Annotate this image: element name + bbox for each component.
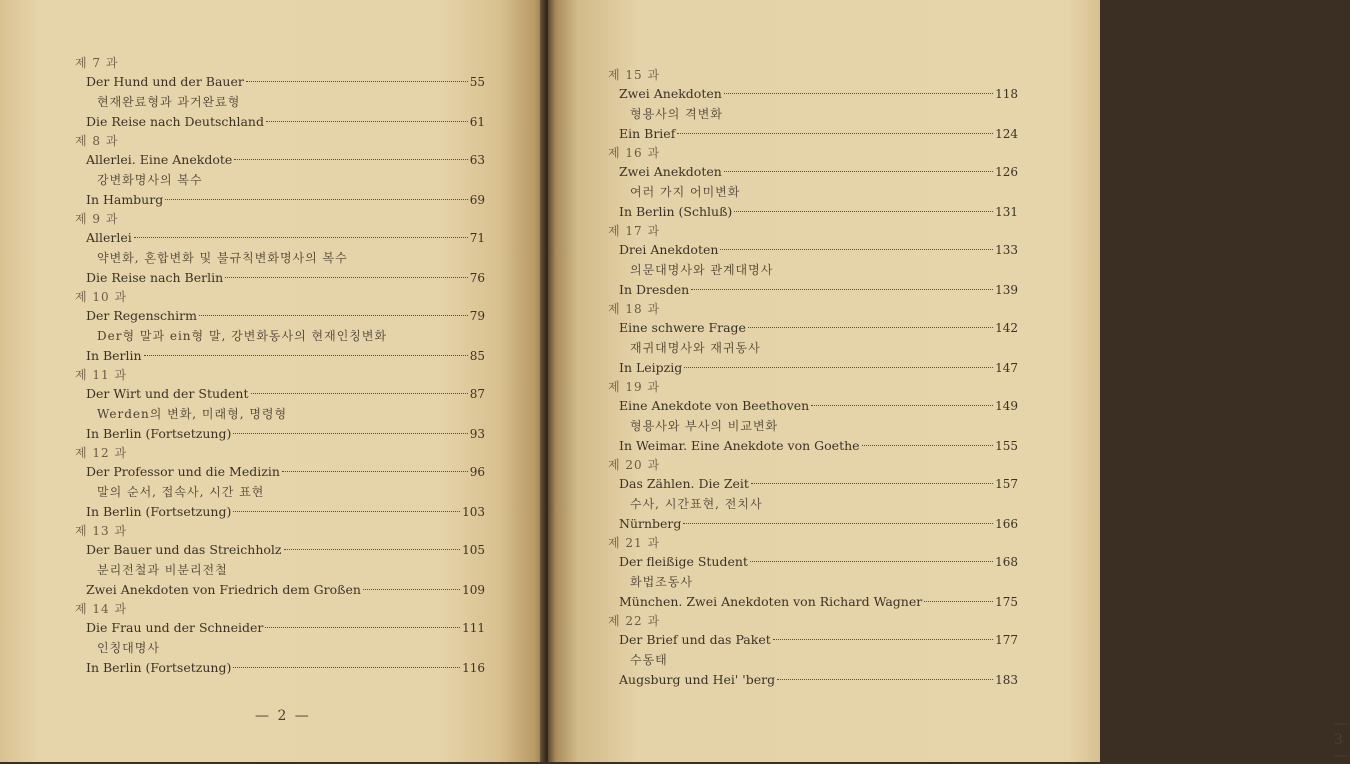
chapter-block bbox=[75, 54, 485, 132]
chapter-block bbox=[75, 288, 485, 366]
chapter-block bbox=[608, 534, 1018, 612]
entry-page-number: 87 bbox=[469, 387, 485, 401]
entry-title: In Berlin (Fortsetzung) bbox=[86, 504, 232, 519]
dot-leader bbox=[720, 249, 993, 250]
toc-entry bbox=[608, 240, 1018, 260]
entry-title: Der Brief und das Paket bbox=[619, 632, 771, 647]
dot-leader bbox=[750, 561, 993, 562]
dot-leader bbox=[265, 627, 460, 628]
entry-page-number: 118 bbox=[995, 87, 1018, 101]
toc-entry bbox=[608, 552, 1018, 572]
entry-title: Ein Brief bbox=[619, 126, 676, 141]
entry-page-number: 103 bbox=[462, 505, 485, 519]
toc-entry bbox=[75, 150, 485, 170]
dot-leader bbox=[748, 327, 993, 328]
entry-title: In Berlin bbox=[86, 348, 142, 363]
grammar-topic: Der형 말과 ein형 말, 강변화동사의 현재인칭변화 bbox=[97, 329, 388, 343]
entry-title: In Hamburg bbox=[86, 192, 164, 207]
grammar-topic: 화법조동사 bbox=[630, 575, 693, 589]
dot-leader bbox=[246, 81, 468, 82]
entry-title: Das Zählen. Die Zeit bbox=[619, 476, 749, 491]
toc-entry bbox=[608, 318, 1018, 338]
left-page bbox=[0, 0, 548, 762]
grammar-topic: Werden의 변화, 미래형, 명령형 bbox=[97, 407, 288, 421]
toc-entry bbox=[608, 670, 1018, 690]
right-toc bbox=[608, 66, 1018, 690]
entry-title: Nürnberg bbox=[619, 516, 682, 531]
right-page-number: — 3 — bbox=[1334, 716, 1350, 764]
chapter-block bbox=[608, 222, 1018, 300]
toc-entry bbox=[608, 280, 1018, 300]
dot-leader bbox=[363, 589, 460, 590]
dot-leader bbox=[266, 121, 468, 122]
grammar-topic: 인칭대명사 bbox=[97, 641, 160, 655]
dot-leader bbox=[773, 639, 993, 640]
entry-page-number: 61 bbox=[469, 115, 485, 129]
entry-title: Allerlei bbox=[86, 230, 132, 245]
entry-page-number: 157 bbox=[995, 477, 1018, 491]
dot-leader bbox=[225, 277, 468, 278]
entry-page-number: 85 bbox=[469, 349, 485, 363]
dot-leader bbox=[734, 211, 993, 212]
chapter-heading: 제 8 과 bbox=[75, 134, 119, 148]
chapter-block bbox=[75, 600, 485, 678]
dot-leader bbox=[251, 393, 468, 394]
grammar-topic: 현재완료형과 과거완료형 bbox=[97, 95, 241, 109]
entry-title: Der fleißige Student bbox=[619, 554, 748, 569]
grammar-topic: 형용사와 부사의 비교변화 bbox=[630, 419, 779, 433]
toc-entry bbox=[608, 474, 1018, 494]
dot-leader bbox=[724, 93, 993, 94]
entry-page-number: 55 bbox=[469, 75, 485, 89]
entry-title: Die Reise nach Berlin bbox=[86, 270, 224, 285]
entry-title: Zwei Anekdoten von Friedrich dem Großen bbox=[86, 582, 361, 597]
left-toc bbox=[75, 54, 485, 678]
entry-title: Zwei Anekdoten bbox=[619, 164, 722, 179]
entry-title: Der Bauer und das Streichholz bbox=[86, 542, 282, 557]
entry-page-number: 166 bbox=[995, 517, 1018, 531]
entry-page-number: 131 bbox=[995, 205, 1018, 219]
dot-leader bbox=[233, 667, 460, 668]
chapter-block bbox=[75, 522, 485, 600]
entry-page-number: 177 bbox=[995, 633, 1018, 647]
grammar-topic: 강변화명사의 복수 bbox=[97, 173, 203, 187]
chapter-heading: 제 9 과 bbox=[75, 212, 119, 226]
entry-title: Eine schwere Frage bbox=[619, 320, 746, 335]
entry-page-number: 93 bbox=[469, 427, 485, 441]
dot-leader bbox=[811, 405, 993, 406]
toc-entry bbox=[75, 384, 485, 404]
chapter-heading: 제 21 과 bbox=[608, 536, 661, 550]
entry-page-number: 183 bbox=[995, 673, 1018, 687]
toc-entry bbox=[75, 190, 485, 210]
toc-entry bbox=[608, 358, 1018, 378]
grammar-topic: 분리전철과 비분리전철 bbox=[97, 563, 228, 577]
entry-title: Der Professor und die Medizin bbox=[86, 464, 280, 479]
dot-leader bbox=[684, 367, 993, 368]
chapter-block bbox=[608, 300, 1018, 378]
dot-leader bbox=[165, 199, 468, 200]
chapter-heading: 제 17 과 bbox=[608, 224, 661, 238]
entry-page-number: 69 bbox=[469, 193, 485, 207]
toc-entry bbox=[75, 658, 485, 678]
toc-entry bbox=[608, 162, 1018, 182]
entry-title: In Weimar. Eine Anekdote von Goethe bbox=[619, 438, 860, 453]
toc-entry bbox=[75, 228, 485, 248]
toc-entry bbox=[608, 514, 1018, 534]
toc-entry bbox=[75, 580, 485, 600]
chapter-block bbox=[608, 456, 1018, 534]
chapter-block bbox=[608, 612, 1018, 690]
toc-entry bbox=[75, 72, 485, 92]
entry-title: In Berlin (Fortsetzung) bbox=[86, 426, 232, 441]
chapter-block bbox=[75, 444, 485, 522]
chapter-heading: 제 7 과 bbox=[75, 56, 119, 70]
entry-title: Die Reise nach Deutschland bbox=[86, 114, 264, 129]
dot-leader bbox=[199, 315, 468, 316]
toc-entry bbox=[608, 630, 1018, 650]
toc-entry bbox=[75, 618, 485, 638]
entry-title: Eine Anekdote von Beethoven bbox=[619, 398, 810, 413]
chapter-heading: 제 10 과 bbox=[75, 290, 128, 304]
dot-leader bbox=[677, 133, 993, 134]
chapter-block bbox=[608, 144, 1018, 222]
entry-page-number: 155 bbox=[995, 439, 1018, 453]
entry-title: Drei Anekdoten bbox=[619, 242, 719, 257]
toc-entry bbox=[75, 502, 485, 522]
entry-page-number: 96 bbox=[469, 465, 485, 479]
entry-title: Der Regenschirm bbox=[86, 308, 197, 323]
left-page-number: — 2 — bbox=[255, 708, 311, 724]
toc-entry bbox=[608, 592, 1018, 612]
grammar-topic: 형용사의 격변화 bbox=[630, 107, 723, 121]
chapter-heading: 제 12 과 bbox=[75, 446, 128, 460]
grammar-topic: 재귀대명사와 재귀동사 bbox=[630, 341, 761, 355]
entry-title: In Berlin (Schluß) bbox=[619, 204, 733, 219]
entry-title: Augsburg und Hei' 'berg bbox=[619, 672, 776, 687]
entry-title: In Dresden bbox=[619, 282, 690, 297]
chapter-heading: 제 13 과 bbox=[75, 524, 128, 538]
entry-title: Der Hund und der Bauer bbox=[86, 74, 244, 89]
entry-page-number: 133 bbox=[995, 243, 1018, 257]
grammar-topic: 말의 순서, 접속사, 시간 표현 bbox=[97, 485, 265, 499]
dot-leader bbox=[233, 511, 460, 512]
entry-title: In Berlin (Fortsetzung) bbox=[86, 660, 232, 675]
toc-entry bbox=[608, 396, 1018, 416]
dot-leader bbox=[134, 237, 468, 238]
dot-leader bbox=[284, 549, 461, 550]
dot-leader bbox=[862, 445, 994, 446]
dot-leader bbox=[924, 601, 993, 602]
toc-entry bbox=[608, 124, 1018, 144]
dot-leader bbox=[724, 171, 993, 172]
entry-page-number: 71 bbox=[469, 231, 485, 245]
entry-page-number: 124 bbox=[995, 127, 1018, 141]
entry-title: Der Wirt und der Student bbox=[86, 386, 249, 401]
grammar-topic: 여러 가지 어미변화 bbox=[630, 185, 741, 199]
toc-entry bbox=[608, 436, 1018, 456]
chapter-heading: 제 16 과 bbox=[608, 146, 661, 160]
dot-leader bbox=[751, 483, 993, 484]
chapter-heading: 제 22 과 bbox=[608, 614, 661, 628]
chapter-heading: 제 20 과 bbox=[608, 458, 661, 472]
entry-title: München. Zwei Anekdoten von Richard Wagner bbox=[619, 594, 923, 609]
chapter-block bbox=[608, 66, 1018, 144]
toc-entry bbox=[75, 306, 485, 326]
toc-entry bbox=[75, 346, 485, 366]
entry-page-number: 76 bbox=[469, 271, 485, 285]
entry-page-number: 149 bbox=[995, 399, 1018, 413]
toc-entry bbox=[75, 268, 485, 288]
toc-entry bbox=[75, 540, 485, 560]
entry-title: Zwei Anekdoten bbox=[619, 86, 722, 101]
dot-leader bbox=[234, 159, 467, 160]
entry-page-number: 147 bbox=[995, 361, 1018, 375]
dot-leader bbox=[282, 471, 468, 472]
chapter-block bbox=[608, 378, 1018, 456]
dot-leader bbox=[777, 679, 993, 680]
entry-title: Die Frau und der Schneider bbox=[86, 620, 264, 635]
toc-entry bbox=[75, 112, 485, 132]
chapter-heading: 제 11 과 bbox=[75, 368, 128, 382]
grammar-topic: 약변화, 혼합변화 및 불규칙변화명사의 복수 bbox=[97, 251, 348, 265]
entry-page-number: 105 bbox=[462, 543, 485, 557]
entry-page-number: 142 bbox=[995, 321, 1018, 335]
toc-entry bbox=[75, 424, 485, 444]
entry-page-number: 175 bbox=[995, 595, 1018, 609]
dot-leader bbox=[683, 523, 993, 524]
grammar-topic: 수동태 bbox=[630, 653, 668, 667]
entry-page-number: 111 bbox=[462, 621, 485, 635]
dot-leader bbox=[691, 289, 993, 290]
chapter-heading: 제 14 과 bbox=[75, 602, 128, 616]
chapter-heading: 제 18 과 bbox=[608, 302, 661, 316]
entry-page-number: 63 bbox=[469, 153, 485, 167]
chapter-block bbox=[75, 210, 485, 288]
toc-entry bbox=[608, 202, 1018, 222]
entry-page-number: 116 bbox=[462, 661, 485, 675]
entry-title: Allerlei. Eine Anekdote bbox=[86, 152, 233, 167]
entry-page-number: 168 bbox=[995, 555, 1018, 569]
toc-entry bbox=[608, 84, 1018, 104]
toc-entry bbox=[75, 462, 485, 482]
chapter-heading: 제 19 과 bbox=[608, 380, 661, 394]
entry-page-number: 79 bbox=[469, 309, 485, 323]
grammar-topic: 의문대명사와 관계대명사 bbox=[630, 263, 774, 277]
entry-page-number: 139 bbox=[995, 283, 1018, 297]
chapter-heading: 제 15 과 bbox=[608, 68, 661, 82]
entry-page-number: 109 bbox=[462, 583, 485, 597]
entry-title: In Leipzig bbox=[619, 360, 683, 375]
dot-leader bbox=[233, 433, 467, 434]
entry-page-number: 126 bbox=[995, 165, 1018, 179]
chapter-block bbox=[75, 366, 485, 444]
grammar-topic: 수사, 시간표현, 전치사 bbox=[630, 497, 763, 511]
chapter-block bbox=[75, 132, 485, 210]
dot-leader bbox=[144, 355, 468, 356]
